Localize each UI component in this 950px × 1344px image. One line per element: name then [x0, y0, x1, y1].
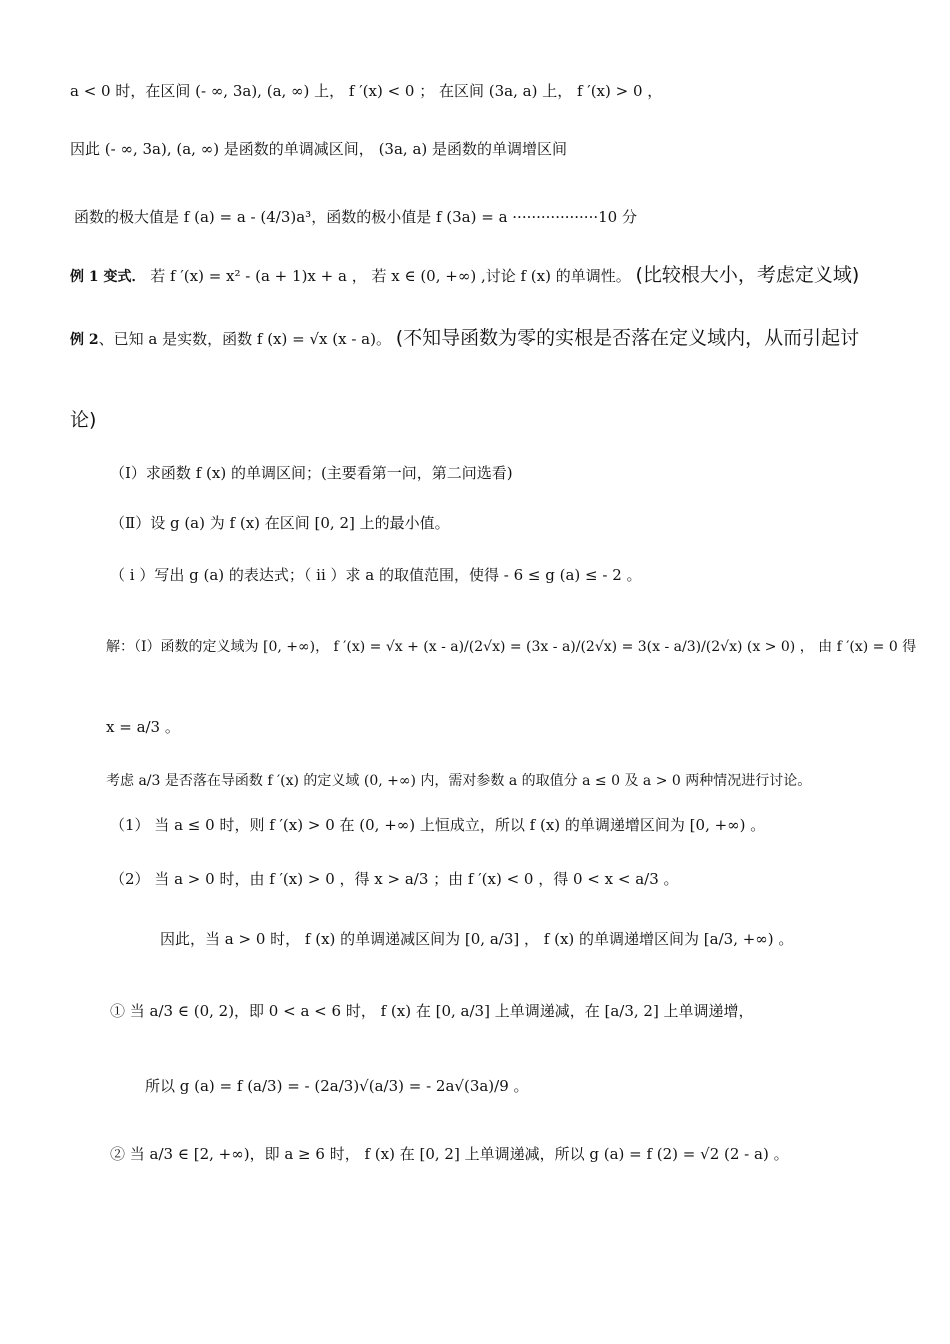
- example-2-label: 例 2: [70, 332, 99, 348]
- case-2-conclusion: [160, 928, 793, 949]
- consider-domain: [106, 770, 811, 790]
- example-2-note: (不知导函数为零的实根是否落在定义域内，从而引起讨: [395, 327, 860, 349]
- example-2-note-cont: [70, 405, 96, 432]
- example-1-note: (比较根大小，考虑定义域): [635, 264, 860, 286]
- case-2: [110, 868, 679, 889]
- case-1: [110, 814, 765, 835]
- example-1-label: 例 1 变式．: [70, 269, 146, 285]
- example-1-body: 若 f ′(x) = x² - (a + 1)x + a ， 若 x ∈ (0, +∞) ,讨论 f (x) 的单调性。: [150, 267, 631, 285]
- case-2-text: （2） 当 a > 0 时，由 f ′(x) > 0 ，得 x > a/3 ；由 f ′(x) < 0 ，得 0 < x < a/3 。: [110, 870, 679, 888]
- subcase-1-result-text: 所以 g (a) = f (a/3) = - (2a/3)√(a/3) = - 2a√(3a)/9 。: [145, 1077, 529, 1095]
- line-3: [74, 206, 637, 227]
- solution-derivative: [106, 636, 916, 656]
- subcase-1-result: [145, 1075, 529, 1096]
- example-2-body: 、已知 a 是实数，函数 f (x) = √x (x - a)。: [98, 330, 391, 348]
- subcase-1: [110, 1000, 754, 1021]
- solution-derivative-text: 解：（Ⅰ）函数的定义域为 [0, +∞)， f ′(x) = √x + (x - a)/(2√x) = (3x - a)/(2√x) = 3(x - a/3)/(2√x) (x > 0) ， 由 f ′(x) = 0 得: [106, 639, 917, 655]
- case-1-text: （1） 当 a ≤ 0 时，则 f ′(x) > 0 在 (0, +∞) 上恒成立，所以 f (x) 的单调递增区间为 [0, +∞) 。: [110, 816, 766, 834]
- case-2-conclusion-text: 因此，当 a > 0 时， f (x) 的单调递减区间为 [0, a/3] ， f (x) 的单调递增区间为 [a/3, +∞) 。: [160, 930, 794, 948]
- subcase-1-text: ① 当 a/3 ∈ (0, 2)，即 0 < a < 6 时， f (x) 在 [0, a/3] 上单调递减，在 [a/3, 2] 上单调递增，: [110, 1002, 754, 1020]
- example-2: [70, 323, 859, 350]
- question-1-text: （Ⅰ）求函数 f (x) 的单调区间；(主要看第一问，第二问选看): [110, 464, 513, 482]
- line-1-text: a < 0 时，在区间 (- ∞, 3a), (a, ∞) 上， f ′(x) < 0 ； 在区间 (3a, a) 上， f ′(x) > 0 ，: [70, 82, 663, 100]
- consider-domain-text: 考虑 a/3 是否落在导函数 f ′(x) 的定义域 (0, +∞) 内，需对参数 a 的取值分 a ≤ 0 及 a > 0 两种情况进行讨论。: [106, 773, 812, 789]
- critical-point-text: x = a/3 。: [106, 718, 180, 736]
- example-1-variant: [70, 260, 859, 287]
- example-2-note-cont-text: 论): [70, 409, 97, 431]
- subcase-2-text: ② 当 a/3 ∈ [2, +∞)，即 a ≥ 6 时， f (x) 在 [0, 2] 上单调递减，所以 g (a) = f (2) = √2 (2 - a) 。: [110, 1145, 789, 1163]
- question-2-parts-text: （ i ）写出 g (a) 的表达式；（ ii ）求 a 的取值范围，使得 - 6 ≤ g (a) ≤ - 2 。: [110, 566, 642, 584]
- line-2-text: 因此 (- ∞, 3a), (a, ∞) 是函数的单调减区间， (3a, a) 是函数的单调增区间: [70, 140, 568, 158]
- line-2: [70, 138, 567, 159]
- question-1: [110, 462, 513, 483]
- question-2-text: （Ⅱ）设 g (a) 为 f (x) 在区间 [0, 2] 上的最小值。: [110, 514, 450, 532]
- line-3-text: 函数的极大值是 f (a) = a - (4/3)a³，函数的极小值是 f (3a) = a ··················10 分: [74, 208, 637, 226]
- question-2-parts: [110, 564, 642, 585]
- subcase-2: [110, 1143, 789, 1164]
- line-1: [70, 80, 662, 101]
- critical-point: [106, 716, 180, 737]
- question-2: [110, 512, 450, 533]
